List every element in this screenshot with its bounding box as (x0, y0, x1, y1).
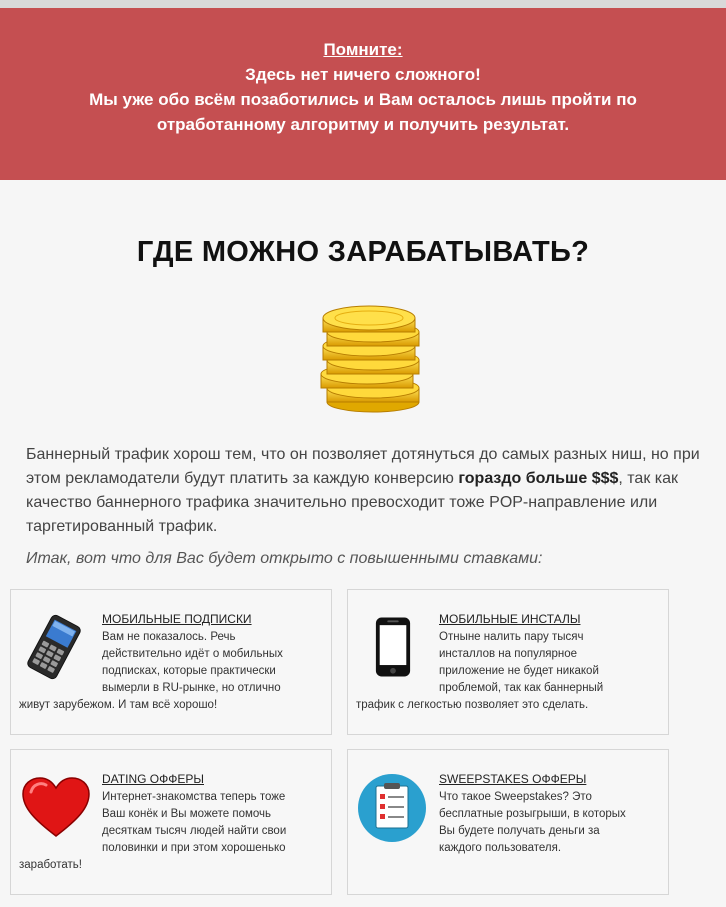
card-text (19, 629, 283, 714)
card-line: инсталлов на популярное (439, 648, 578, 660)
card-line: подписках, которые практически (102, 665, 276, 677)
card-line: каждого пользователя. (439, 842, 562, 854)
card-title: DATING ОФФЕРЫ (102, 772, 204, 786)
intro-paragraph (26, 443, 716, 539)
card-line: приложение не будет никакой (439, 665, 599, 677)
card-line: половинки и при этом хорошенько (102, 842, 286, 854)
card-dating-offers (10, 749, 332, 895)
gold-coins-icon (313, 302, 429, 414)
card-line: Что такое Sweepstakes? Это (439, 791, 592, 803)
reminder-banner (0, 8, 726, 180)
card-line: вымерли в RU-рынке, но отлично (102, 682, 281, 694)
mobile-phone-icon (19, 614, 89, 680)
card-title: МОБИЛЬНЫЕ ПОДПИСКИ (102, 612, 252, 626)
intro-text: , так как качество баннерного трафика значительно превосходит тоже POP-направление или таргетированный трафик. (26, 470, 679, 535)
card-line: Вы будете получать деньги за (439, 825, 600, 837)
banner-title: Помните: (323, 40, 403, 59)
card-line: десяткам тысяч людей найти свои (102, 825, 287, 837)
banner-line: Мы уже обо всём позаботились и Вам осталось лишь пройти по (89, 90, 637, 109)
banner-line: Здесь нет ничего сложного! (245, 65, 481, 84)
smartphone-icon (374, 614, 412, 680)
card-line: действительно идёт о мобильных (102, 648, 283, 660)
card-line: бесплатные розыгрыши, в которых (439, 808, 626, 820)
card-sweepstakes-offers (347, 749, 669, 895)
card-line: Отныне налить пару тысяч (439, 631, 584, 643)
heart-icon (21, 776, 91, 838)
card-line: Вам не показалось. Речь (102, 631, 236, 643)
card-line: Ваш конёк и Вы можете помочь (102, 808, 272, 820)
card-title: МОБИЛЬНЫЕ ИНСТАЛЫ (439, 612, 581, 626)
card-line: Интернет-знакомства теперь тоже (102, 791, 286, 803)
card-text (19, 789, 287, 874)
lead-text: Итак, вот что для Вас будет открыто с повышенными ставками: (26, 550, 543, 567)
intro-text: Баннерный трафик хорош тем, что он позволяет дотянуться до самых разных ниш, но при этом рекламодатели будут платить за каждую конверсию (26, 446, 700, 487)
top-divider (0, 0, 726, 8)
intro-highlight: гораздо больше $$$ (458, 470, 619, 487)
banner-line: отработанному алгоритму и получить результат. (156, 115, 570, 134)
card-line: заработать! (19, 859, 82, 871)
card-text (356, 629, 604, 714)
card-title: SWEEPSTAKES ОФФЕРЫ (439, 772, 587, 786)
card-line: проблемой, так как баннерный (439, 682, 604, 694)
clipboard-checklist-icon (356, 772, 428, 844)
card-mobile-installs (347, 589, 669, 735)
card-line: живут зарубежом. И там всё хорошо! (19, 699, 218, 711)
section-heading: ГДЕ МОЖНО ЗАРАБАТЫВАТЬ? (136, 236, 590, 268)
card-line: трафик с легкостью позволяет это сделать. (356, 699, 589, 711)
card-text (439, 789, 626, 857)
card-mobile-subscriptions (10, 589, 332, 735)
